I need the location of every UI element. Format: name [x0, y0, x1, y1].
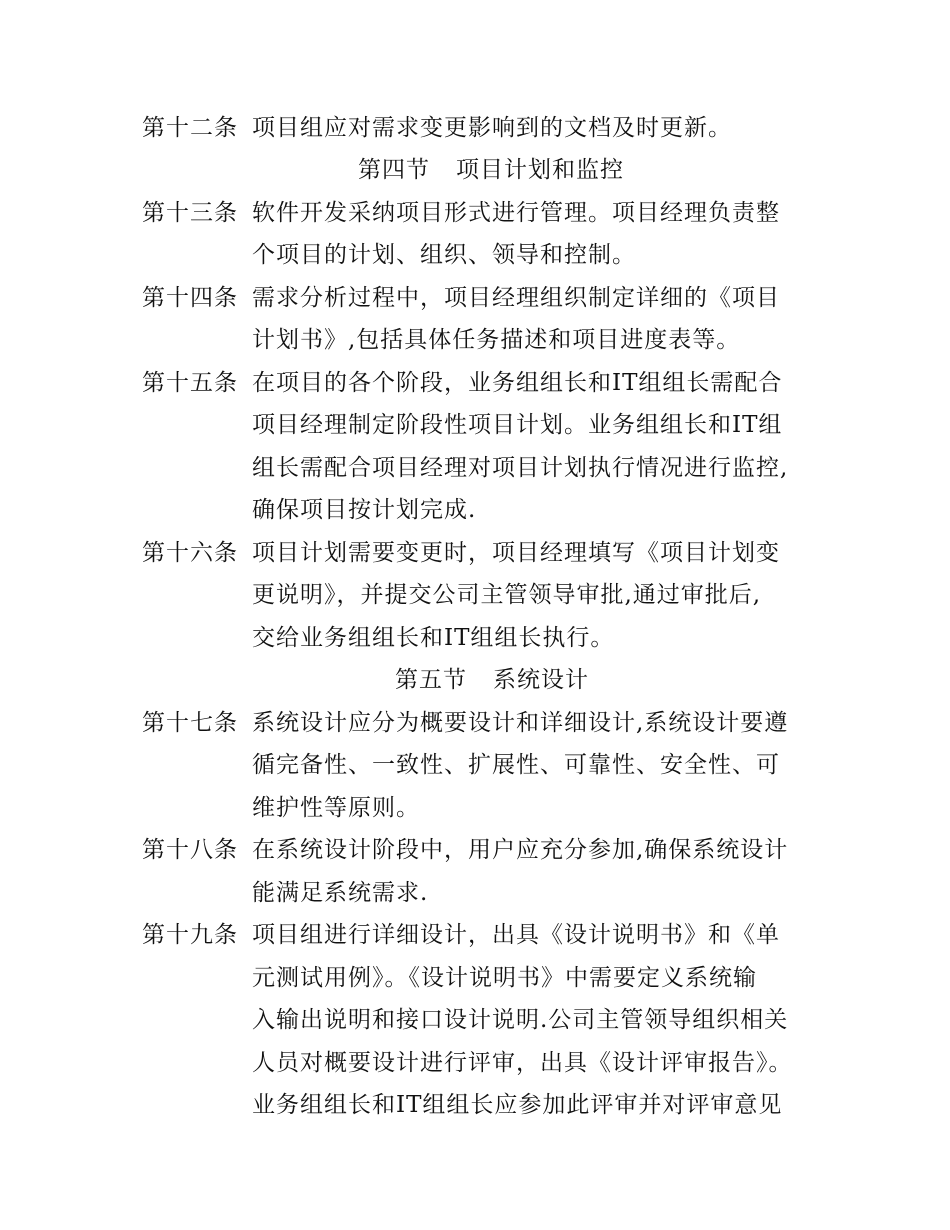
article-text-line: 确保项目按计划完成.: [252, 497, 477, 523]
article-text-line: 人员对概要设计进行评审，出具《设计评审报告》。: [252, 1050, 793, 1076]
section-number: 第五节: [395, 667, 467, 693]
article-text-line: 入输出说明和接口设计说明.公司主管领导组织相关: [252, 1007, 789, 1033]
article-label: 第十三条: [142, 200, 238, 226]
article-text-line: 项目计划需要变更时，项目经理填写《项目计划变: [252, 540, 780, 566]
article-text-line: 更说明》，并提交公司主管领导审批,通过审批后,: [252, 582, 762, 608]
article-text-line: 项目组进行详细设计，出具《设计说明书》和《单: [252, 922, 780, 948]
article-text-line: 组长需配合项目经理对项目计划执行情况进行监控,: [252, 455, 789, 481]
article-text-line: 循完备性、一致性、扩展性、可靠性、安全性、可: [252, 752, 780, 778]
article-text-line: 系统设计应分为概要设计和详细设计,系统设计要遵: [252, 710, 789, 736]
article-text-line: 能满足系统需求.: [252, 880, 429, 906]
article-label: 第十二条: [142, 115, 238, 141]
section-title: 系统设计: [493, 667, 589, 693]
article-label: 第十八条: [142, 837, 238, 863]
section-title: 项目计划和监控: [456, 157, 624, 183]
section-number: 第四节: [358, 157, 430, 183]
article-text-line: 业务组组长和IT组组长应参加此评审并对评审意见: [252, 1092, 783, 1118]
article-text-line: 在系统设计阶段中，用户应充分参加,确保系统设计: [252, 837, 789, 863]
article-label: 第十六条: [142, 540, 238, 566]
article-text-line: 交给业务组组长和IT组组长执行。: [252, 625, 615, 651]
article-label: 第十五条: [142, 370, 238, 396]
article-text-line: 个项目的计划、组织、领导和控制。: [252, 242, 636, 268]
article-text-line: 项目经理制定阶段性项目计划。业务组组长和IT组: [252, 412, 783, 438]
article-text-line: 元测试用例》。《设计说明书》中需要定义系统输: [252, 965, 757, 991]
article-text-line: 需求分析过程中，项目经理组织制定详细的《项目: [252, 285, 780, 311]
article-label: 第十九条: [142, 922, 238, 948]
article-text-line: 维护性等原则。: [252, 795, 420, 821]
article-text-line: 在项目的各个阶段，业务组组长和IT组组长需配合: [252, 370, 783, 396]
article-label: 第十七条: [142, 710, 238, 736]
article-label: 第十四条: [142, 285, 238, 311]
article-text-line: 项目组应对需求变更影响到的文档及时更新。: [252, 115, 732, 141]
article-text-line: 计划书》,包括具体任务描述和项目进度表等。: [252, 327, 741, 353]
article-text-line: 软件开发采纳项目形式进行管理。项目经理负责整: [252, 200, 780, 226]
